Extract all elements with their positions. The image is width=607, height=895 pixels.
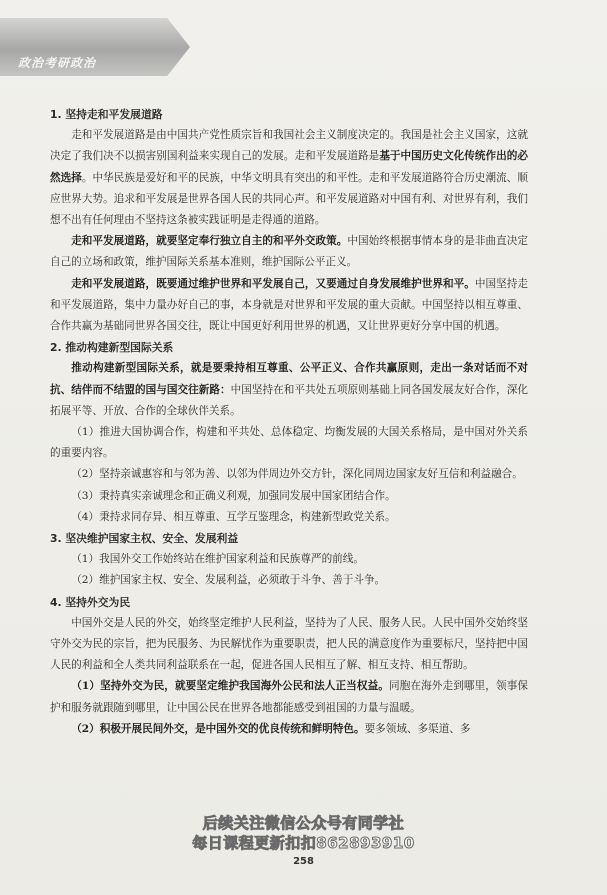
page-number: 258 [293, 856, 314, 867]
section-1-paragraph-2 [50, 231, 528, 273]
text-run: 。中华民族是爱好和平的民族，中华文明具有突出的和平性。走和平发展道路符合历史潮流、顺应世界大势。追求和平发展是世界各国人民的共同心声。和平发展道路对中国有利、对世界有利，我们想不出有任何理由不坚持这条被实践证明是走得通的道路。 [50, 171, 529, 227]
watermark-line-1: 后续关注微信公众号有同学社 [202, 814, 405, 832]
section-2-paragraph-1 [50, 358, 528, 422]
text-run: 中国始终根据事情本身的是非曲直决定自己的立场和政策，维护国际关系基本准则，维护国际公平正义。 [50, 235, 529, 269]
text-run: 同胞在海外走到哪里，领事保护和服务就跟随到哪里，让中国公民在世界各地都能感受到祖国的力量与温暖。 [50, 680, 529, 714]
section-2-item-3: （3）秉持真实亲诚理念和正确义利观，加强同发展中国家团结合作。 [71, 489, 396, 502]
section-2-item-4: （4）秉持求同存异、相互尊重、互学互鉴理念，构建新型政党关系。 [71, 510, 396, 523]
text-run: 中国坚持走和平发展道路，集中力量办好自己的事，本身就是对世界和平发展的重大贡献。中国坚持以相互尊重、合作共赢为基础同世界各国交往，既让中国更好利用世界的机遇，又让世界更好分享中国的机遇。 [50, 277, 528, 333]
section-2-item-2: （2）坚持亲诚惠容和与邻为善、以邻为伴周边外交方针，深化同周边国家友好互信和利益融合。 [71, 468, 523, 481]
section-4-heading: 4. 坚持外交为民 [50, 595, 131, 609]
bold-run: 基于中国历史文化传统作出的必然选择 [50, 150, 529, 184]
section-3-item-2: （2）维护国家主权、安全、发展利益，必须敢于斗争、善于斗争。 [71, 574, 386, 587]
section-1-paragraph-3 [50, 274, 528, 338]
section-3-heading: 3. 坚决维护国家主权、安全、发展利益 [50, 532, 239, 546]
text-run: 中国坚持在和平共处五项原则基础上同各国发展友好合作，深化拓展平等、开放、合作的全球伙伴关系。 [50, 383, 529, 417]
section-2-item-1: （1）推进大国协调合作，构建和平共处、总体稳定、均衡发展的大国关系格局，是中国对外关系的重要内容。 [50, 426, 528, 460]
running-header: 政治考研政治 [18, 56, 97, 70]
text-run: 要多领域、多渠道、多 [364, 722, 471, 735]
section-2-heading: 2. 推动构建新型国际关系 [50, 341, 174, 355]
bold-run: 走和平发展道路，既要通过维护世界和平发展自己，又要通过自身发展维护世界和平。 [71, 277, 475, 290]
bold-run: 推动构建新型国际关系，就是要秉持相互尊重、公平正义、合作共赢原则，走出一条对话而不对抗、结伴而不结盟的国与国交往新路： [50, 362, 528, 396]
section-4-item-2 [50, 719, 528, 740]
bold-run: （1）坚持外交为民，就要坚定维护我国海外公民和法人正当权益。 [71, 680, 389, 693]
section-4-item-1 [50, 676, 528, 718]
section-1-heading: 1. 坚持走和平发展道路 [50, 108, 163, 121]
text-run: 走和平发展道路是由中国共产党性质宗旨和我国社会主义制度决定的。我国是社会主义国家，这就决定了我们决不以损害别国利益来实现自己的发展。走和平发展道路是 [50, 129, 528, 163]
watermark-line-2: 每日课程更新扣扣862893910 [192, 834, 415, 852]
bold-run: 走和平发展道路，就要坚定奉行独立自主的和平外交政策。 [71, 235, 348, 248]
bold-run: （2）积极开展民间外交，是中国外交的优良传统和鲜明特色。 [71, 722, 365, 735]
section-1-paragraph-1 [50, 125, 528, 231]
page-content [50, 104, 528, 740]
section-4-paragraph-1: 中国外交是人民的外交，始终坚定维护人民利益，坚持为了人民、服务人民。人民中国外交始终坚守外交为民的宗旨，把为民服务、为民解忧作为重要职责，把人民的满意度作为重要标尺，坚持把中国人民的利益和全人类共同利益联系在一起，促进各国人民相互了解、相互支持、相互帮助。 [50, 616, 528, 672]
section-3-item-1: （1）我国外交工作始终站在维护国家利益和民族尊严的前线。 [71, 553, 364, 566]
